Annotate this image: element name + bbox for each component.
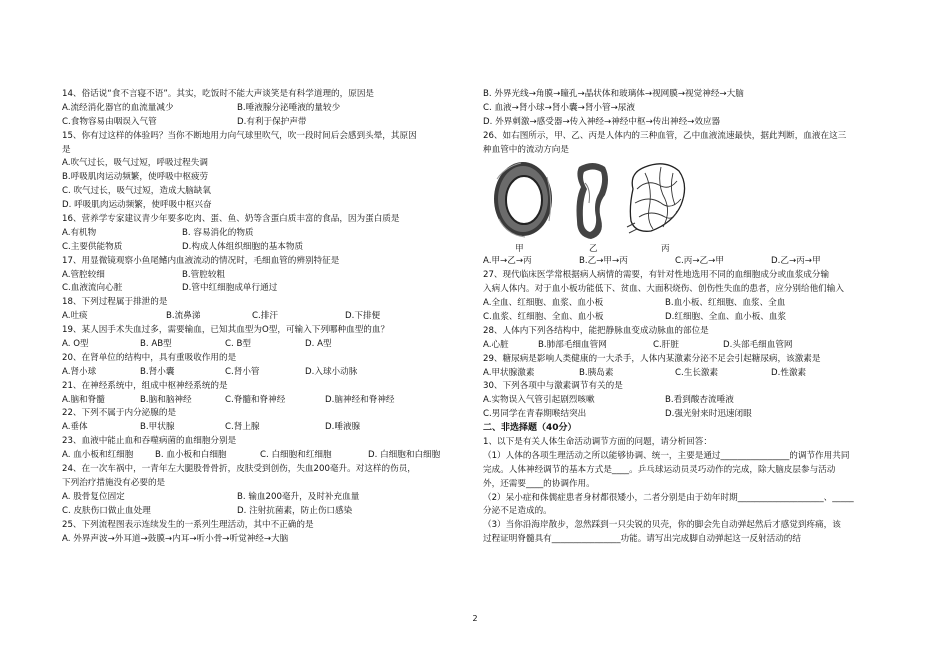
- vessel-bing-image: [625, 159, 691, 243]
- answer-option: B.管腔较粗: [182, 269, 226, 280]
- answer-option: D. 注射抗菌素，防止伤口感染: [237, 505, 353, 516]
- answer-option: C.排汗: [252, 311, 278, 322]
- option-row: [483, 255, 893, 269]
- answer-option: A.有机物: [62, 227, 97, 238]
- question-text-line: D. 呼吸肌肉运动频繁，使呼吸中枢兴奋: [62, 200, 212, 211]
- answer-option: B.看到酸杏流唾液: [665, 395, 734, 406]
- answer-option: B.流鼻涕: [166, 311, 201, 322]
- answer-option: B.甲状腺: [140, 422, 175, 433]
- answer-option: D.强光射来时迅速闭眼: [665, 409, 752, 420]
- answer-option: D.入球小动脉: [305, 366, 358, 377]
- answer-option: A.甲状腺激素: [483, 367, 535, 378]
- answer-option: D.红细胞、全血、血小板、血浆: [665, 312, 787, 323]
- question-text-line: C. 吹气过长，吸气过短，造成大脑缺氧: [62, 186, 211, 197]
- answer-option: A.甲→乙→丙: [483, 256, 532, 267]
- answer-option: D.管中红细胞成单行通过: [182, 283, 278, 294]
- answer-option: D.头部毛细血管网: [723, 339, 793, 350]
- answer-option: A. 股骨复位固定: [62, 491, 125, 502]
- answer-option: C.血浆、红细胞、全血、血小板: [483, 312, 604, 323]
- option-row: [62, 310, 467, 324]
- option-row: [62, 227, 467, 241]
- question-text-line: 21、在神经系统中，组成中枢神经系统的是: [62, 380, 228, 391]
- answer-option: D.下排便: [345, 311, 381, 322]
- answer-option: A.垂体: [62, 422, 88, 433]
- question-text-line: 14、俗话说“食不言寝不语”。其实，吃饭时不能大声谈笑是有科学道理的，原因是: [62, 89, 375, 99]
- question-text-line: A.吹气过长，吸气过短，呼吸过程失调: [62, 158, 208, 169]
- question-text-line: 入病人体内。对于血小板功能低下、贫血、大面积烧伤、创伤性失血的患者，应分别给他们输入: [483, 284, 844, 295]
- question-text-line: A. 外界声波→外耳道→鼓膜→内耳→听小骨→听觉神经→大脑: [62, 533, 289, 544]
- vessel-jia-image: [491, 159, 557, 243]
- left-column: [62, 88, 467, 546]
- option-row: [483, 394, 893, 408]
- question-text-line: 26、如右图所示，甲、乙、丙是人体内的三种血管，乙中血液流速最快，据此判断，血液在这三: [483, 130, 847, 141]
- answer-option: B.血小板、红细胞、血浆、全血: [665, 298, 786, 309]
- answer-option: D.性激素: [771, 367, 807, 378]
- answer-option: A.吐痰: [62, 311, 88, 322]
- option-row: [62, 491, 467, 505]
- option-row: [62, 338, 467, 352]
- right-column-bottom: [483, 255, 893, 547]
- answer-option: C.主要供能物质: [62, 241, 123, 252]
- answer-option: C.丙→乙→甲: [675, 256, 724, 267]
- question-text-line: B. 外界光线→角膜→瞳孔→晶状体和玻璃体→视网膜→视觉神经→大脑: [483, 89, 744, 99]
- right-column-top: [483, 88, 893, 157]
- answer-option: A.脑和脊髓: [62, 394, 105, 405]
- answer-option: B. 输血200毫升，及时补充血量: [237, 491, 360, 502]
- option-row: [62, 421, 467, 435]
- option-row: [483, 367, 893, 381]
- answer-option: C. 皮肤伤口做止血处理: [62, 505, 151, 516]
- option-row: [62, 241, 467, 255]
- option-row: [483, 297, 893, 311]
- section-heading: 二、非选择题（40分）: [483, 423, 577, 434]
- question-text-line: 分泌不足造成的。: [483, 506, 552, 517]
- answer-option: B.肾小囊: [140, 366, 175, 377]
- option-row: [62, 449, 467, 463]
- answer-option: D. A型: [305, 339, 332, 350]
- right-column: [483, 88, 893, 547]
- option-row: [483, 408, 893, 422]
- question-text-line: 过程证明脊髓具有________________功能。请写出完成脚自动弹起这一反射活动的结: [483, 534, 801, 545]
- answer-option: D.有利于保护声带: [237, 116, 307, 127]
- figure-labels: [483, 243, 893, 255]
- blood-vessel-figures: [483, 159, 893, 243]
- answer-option: C.肾上腺: [225, 422, 260, 433]
- option-row: [483, 339, 893, 353]
- answer-option: B. AB型: [140, 339, 172, 350]
- answer-option: B.脑和脑神经: [140, 394, 192, 405]
- answer-option: C.肝脏: [653, 339, 679, 350]
- question-text-line: 23、血液中能止血和吞噬病菌的血细胞分别是: [62, 436, 237, 447]
- question-text-line: （3）当你沿海岸散步，忽然踩到一只尖锐的贝壳，你的脚会先自动弹起然后才感觉到疼痛，该: [483, 520, 841, 531]
- answer-option: B. 血小板和白细胞: [155, 450, 227, 461]
- question-text-line: 外，还需要____的协调作用。: [483, 478, 595, 489]
- question-text-line: 25、下列流程图表示连续发生的一系列生理活动，其中不正确的是: [62, 519, 314, 530]
- question-text-line: 17、用显微镜观察小鱼尾鳍内血液流动的情况时，毛细血管的辨别特征是: [62, 255, 340, 266]
- option-row: [62, 394, 467, 408]
- option-row: [62, 269, 467, 283]
- option-row: [62, 282, 467, 296]
- answer-option: A.流经消化器官的血流量减少: [62, 102, 174, 113]
- question-text-line: 是: [62, 144, 71, 155]
- answer-option: C.食物容易由咽误入气管: [62, 116, 157, 127]
- question-text-line: 18、下列过程属于排泄的是: [62, 297, 168, 308]
- page-number: 2: [472, 614, 478, 623]
- option-row: [483, 311, 893, 325]
- answer-option: C.男同学在青春期喉结突出: [483, 409, 587, 420]
- answer-option: B.胰岛素: [579, 367, 614, 378]
- question-text-line: （2）呆小症和侏儒症患者身材都很矮小，二者分别是由于幼年时期____________________、_____: [483, 492, 854, 503]
- answer-option: D.唾液腺: [325, 422, 361, 433]
- answer-option: A. O型: [62, 339, 89, 350]
- question-text-line: 种血管中的流动方向是: [483, 144, 569, 155]
- answer-option: D.脑神经和脊神经: [325, 394, 395, 405]
- answer-option: B.肺部毛细血管网: [538, 339, 607, 350]
- question-text-line: 下列治疗措施没有必要的是: [62, 477, 166, 488]
- answer-option: A.全血、红细胞、血浆、血小板: [483, 298, 604, 309]
- question-text-line: 24、在一次车祸中，一青年左大腿股骨骨折，皮肤受到创伤，失血200毫升。对这样的伤员，: [62, 464, 416, 475]
- question-text-line: 20、在肾单位的结构中，具有重吸收作用的是: [62, 352, 237, 363]
- answer-option: C.生长激素: [675, 367, 719, 378]
- question-text-line: C. 血液→肾小球→肾小囊→肾小管→尿液: [483, 102, 635, 113]
- question-text-line: 1、以下是有关人体生命活动调节方面的问题，请分析回答：: [483, 437, 712, 448]
- answer-option: D.构成人体组织细胞的基本物质: [182, 241, 304, 252]
- answer-option: A. 血小板和红细胞: [62, 450, 134, 461]
- option-row: [62, 102, 467, 116]
- question-text-line: 完成。人体神经调节的基本方式是____。乒乓球运动员灵巧动作的完成，除大脑皮层参与活动: [483, 464, 836, 475]
- answer-option: D. 白细胞和白细胞: [368, 450, 441, 461]
- answer-option: C. 白细胞和红细胞: [260, 450, 332, 461]
- answer-option: B.乙→甲→丙: [579, 256, 628, 267]
- option-row: [62, 116, 467, 130]
- answer-option: D.乙→丙→甲: [771, 256, 821, 267]
- answer-option: A.心脏: [483, 339, 509, 350]
- question-text-line: D. 外界刺激→感受器→传入神经→神经中枢→传出神经→效应器: [483, 116, 721, 127]
- answer-option: B. 容易消化的物质: [182, 227, 254, 238]
- answer-option: A.管腔较细: [62, 269, 105, 280]
- question-text-line: B.呼吸肌肉运动频繁，使呼吸中枢疲劳: [62, 172, 209, 183]
- question-text-line: 22、下列不属于内分泌腺的是: [62, 408, 177, 419]
- answer-option: B.唾液腺分泌唾液的量较少: [237, 102, 341, 113]
- fig-label-bing: 丙: [661, 244, 670, 255]
- answer-option: C.血液流向心脏: [62, 283, 123, 294]
- question-text-line: 16、营养学专家建议青少年要多吃肉、蛋、鱼、奶等含蛋白质丰富的食品，因为蛋白质是: [62, 214, 400, 225]
- question-text-line: 28、人体内下列各结构中，能把静脉血变成动脉血的部位是: [483, 325, 709, 336]
- answer-option: C.肾小管: [225, 366, 260, 377]
- fig-label-yi: 乙: [589, 244, 598, 255]
- option-row: [62, 505, 467, 519]
- question-text-line: 15、你有过这样的体验吗？当你不断地用力向气球里吹气，吹一段时间后会感到头晕，其原因: [62, 130, 417, 141]
- question-text-line: （1）人体的各项生理活动之所以能够协调、统一，主要是通过________________的调节作用共同: [483, 450, 850, 461]
- question-text-line: 19、某人因手术失血过多，需要输血，已知其血型为O型，可输入下列哪种血型的血？: [62, 325, 390, 336]
- answer-option: A.实物误入气管引起剧烈咳嗽: [483, 395, 595, 406]
- answer-option: C. B型: [225, 339, 251, 350]
- vessel-yi-image: [571, 159, 613, 243]
- option-row: [62, 366, 467, 380]
- question-text-line: 30、下列各项中与激素调节有关的是: [483, 381, 623, 392]
- fig-label-jia: 甲: [515, 244, 524, 255]
- answer-option: A.肾小球: [62, 366, 97, 377]
- question-text-line: 27、现代临床医学常根据病人病情的需要，有针对性地选用不同的血细胞成分或血浆成分输: [483, 270, 830, 281]
- answer-option: C.脊髓和脊神经: [225, 394, 286, 405]
- question-text-line: 29、糖尿病是影响人类健康的一大杀手，人体内某激素分泌不足会引起糖尿病，该激素是: [483, 353, 821, 364]
